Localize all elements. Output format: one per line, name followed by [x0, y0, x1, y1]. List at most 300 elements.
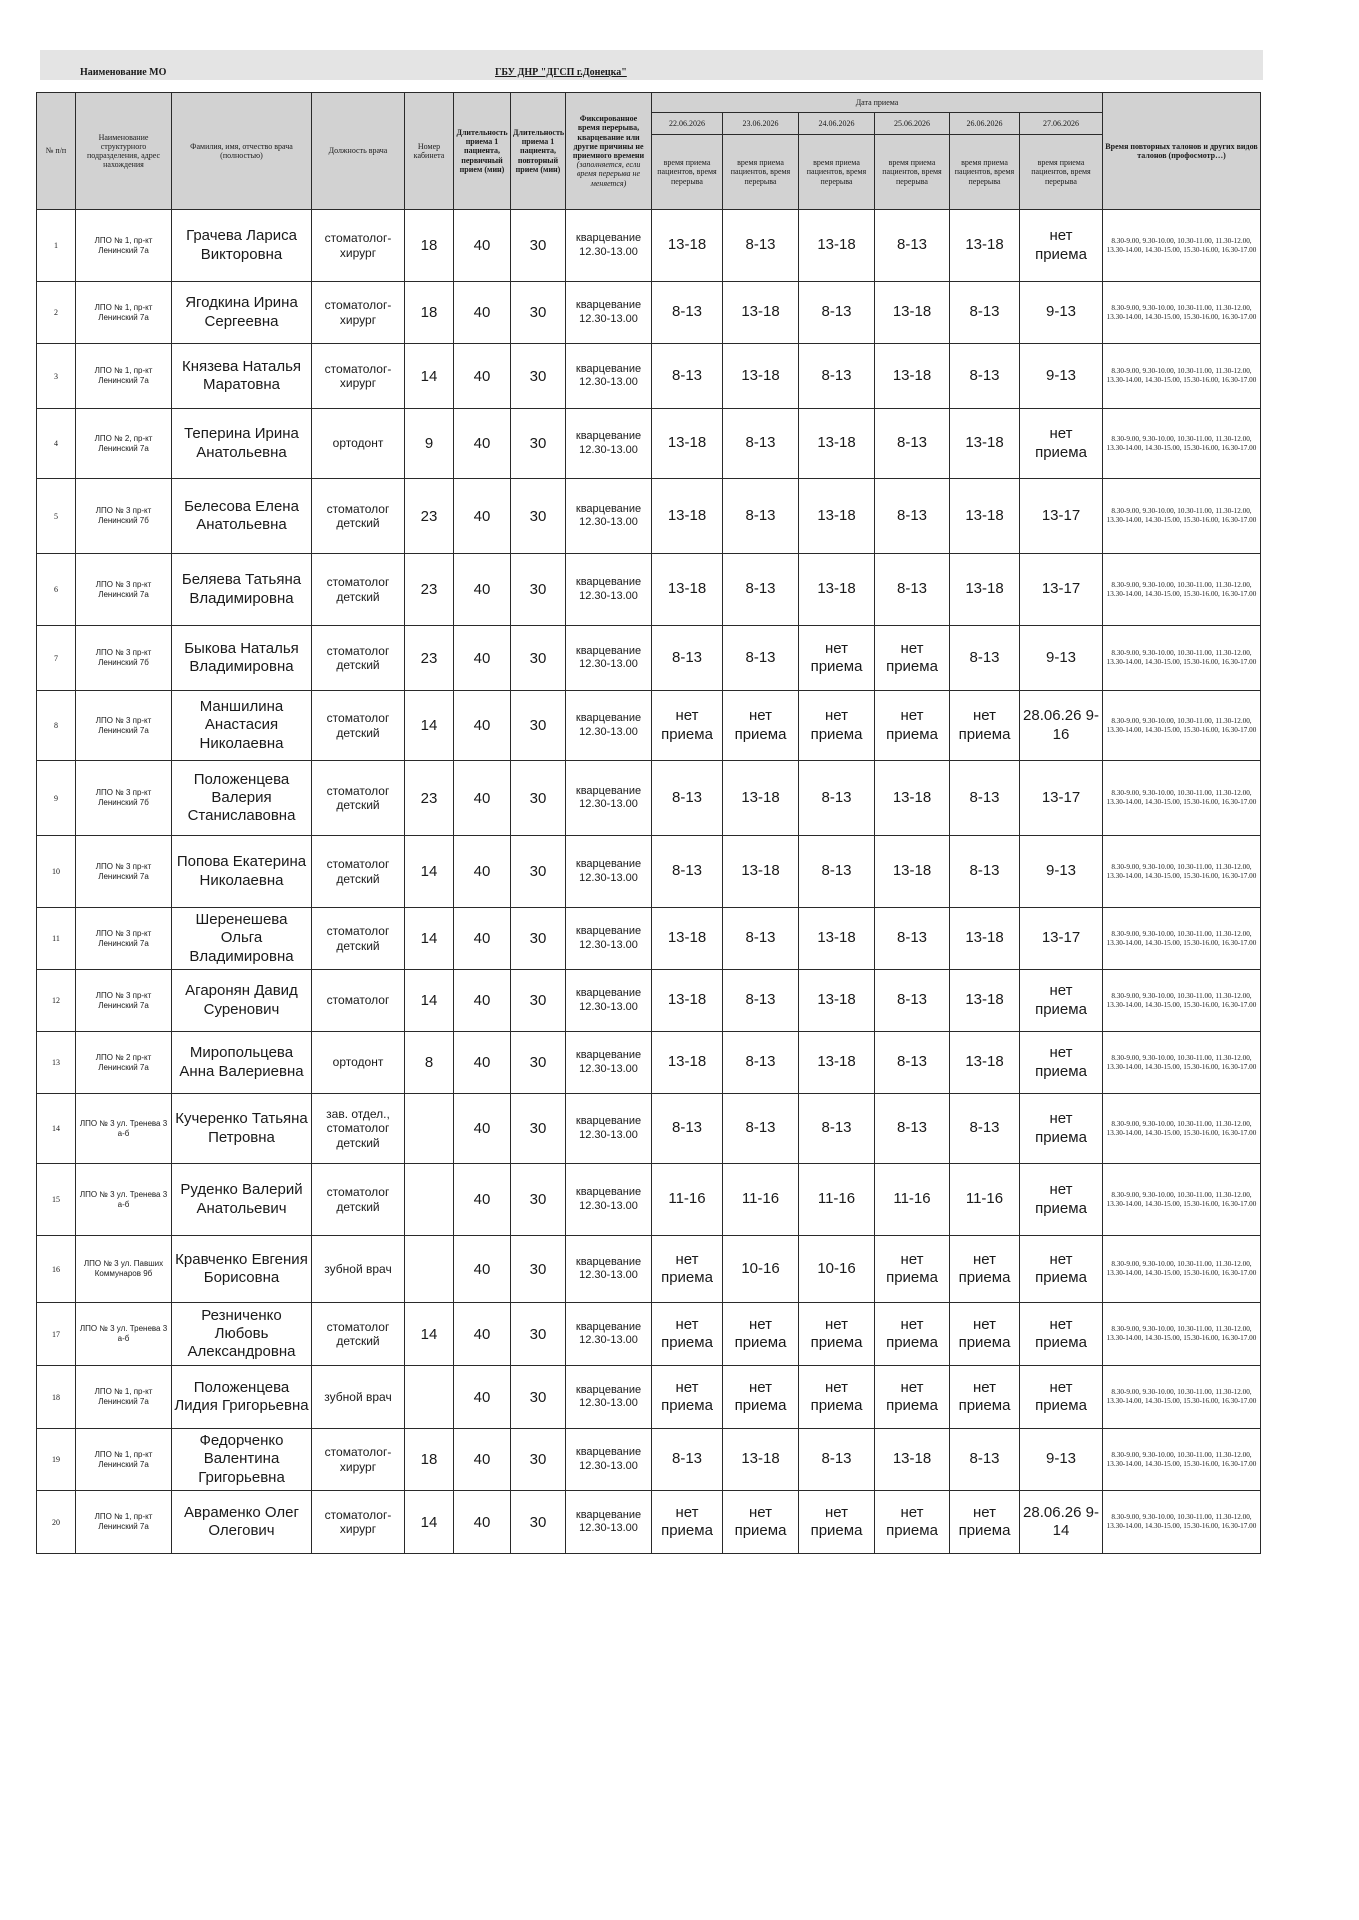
break-cell: кварцевание 12.30-13.00 — [566, 344, 652, 409]
date-subheader: время приема пациентов, время перерыва — [1020, 135, 1103, 210]
cabinet-number: 9 — [405, 409, 454, 479]
repeat-duration: 30 — [511, 1094, 566, 1164]
repeat-talons-cell: 8.30-9.00, 9.30-10.00, 10.30-11.00, 11.30-12.00, 13.30-14.00, 14.30-15.00, 15.30-16.00, 16.30-17.00 — [1103, 1032, 1261, 1094]
position-cell: зав. отдел., стоматолог детский — [312, 1094, 405, 1164]
break-cell: кварцевание 12.30-13.00 — [566, 836, 652, 908]
repeat-talons-cell: 8.30-9.00, 9.30-10.00, 10.30-11.00, 11.30-12.00, 13.30-14.00, 14.30-15.00, 15.30-16.00, 16.30-17.00 — [1103, 1366, 1261, 1429]
table-row — [37, 554, 1261, 626]
day-schedule-cell: 8-13 — [799, 836, 875, 908]
day-schedule-cell: нет приема — [1020, 1236, 1103, 1303]
row-number: 1 — [37, 210, 76, 282]
repeat-talons-cell: 8.30-9.00, 9.30-10.00, 10.30-11.00, 11.30-12.00, 13.30-14.00, 14.30-15.00, 15.30-16.00, 16.30-17.00 — [1103, 344, 1261, 409]
row-number: 10 — [37, 836, 76, 908]
day-schedule-cell: нет приема — [799, 1303, 875, 1366]
cabinet-number — [405, 1094, 454, 1164]
day-schedule-cell: 13-18 — [799, 479, 875, 554]
department-cell: ЛПО № 3 ул. Тренева 3 а-б — [76, 1164, 172, 1236]
day-schedule-cell: 11-16 — [652, 1164, 723, 1236]
col-num-header: № п/п — [37, 93, 76, 210]
department-cell: ЛПО № 1, пр-кт Ленинский 7а — [76, 1429, 172, 1491]
day-schedule-cell: 13-18 — [723, 282, 799, 344]
date-subheader: время приема пациентов, время перерыва — [652, 135, 723, 210]
day-schedule-cell: 13-18 — [723, 761, 799, 836]
col-position-header: Должность врача — [312, 93, 405, 210]
repeat-talons-cell: 8.30-9.00, 9.30-10.00, 10.30-11.00, 11.30-12.00, 13.30-14.00, 14.30-15.00, 15.30-16.00, 16.30-17.00 — [1103, 761, 1261, 836]
row-number: 6 — [37, 554, 76, 626]
day-schedule-cell: нет приема — [1020, 970, 1103, 1032]
dates-group-header: Дата приема — [652, 93, 1103, 113]
mo-label: Наименование МО — [80, 67, 167, 78]
repeat-duration: 30 — [511, 970, 566, 1032]
cabinet-number: 14 — [405, 1491, 454, 1554]
doctor-name: Быкова Наталья Владимировна — [172, 626, 312, 691]
repeat-talons-cell: 8.30-9.00, 9.30-10.00, 10.30-11.00, 11.30-12.00, 13.30-14.00, 14.30-15.00, 15.30-16.00, 16.30-17.00 — [1103, 409, 1261, 479]
repeat-talons-cell: 8.30-9.00, 9.30-10.00, 10.30-11.00, 11.30-12.00, 13.30-14.00, 14.30-15.00, 15.30-16.00, 16.30-17.00 — [1103, 1094, 1261, 1164]
col-repeat-talons-header: Время повторных талонов и других видов талонов (профосмотр…) — [1103, 93, 1261, 210]
break-cell: кварцевание 12.30-13.00 — [566, 626, 652, 691]
day-schedule-cell: 10-16 — [723, 1236, 799, 1303]
department-cell: ЛПО № 1, пр-кт Ленинский 7а — [76, 282, 172, 344]
doctor-name: Агаронян Давид Суренович — [172, 970, 312, 1032]
break-cell: кварцевание 12.30-13.00 — [566, 1366, 652, 1429]
department-cell: ЛПО № 3 пр-кт Ленинский 7а — [76, 554, 172, 626]
cabinet-number — [405, 1164, 454, 1236]
row-number: 15 — [37, 1164, 76, 1236]
doctor-name: Грачева Лариса Викторовна — [172, 210, 312, 282]
day-schedule-cell: 8-13 — [723, 479, 799, 554]
col-name-header: Фамилия, имя, отчество врача (полностью) — [172, 93, 312, 210]
department-cell: ЛПО № 3 пр-кт Ленинский 7а — [76, 691, 172, 761]
break-cell: кварцевание 12.30-13.00 — [566, 1491, 652, 1554]
day-schedule-cell: нет приема — [1020, 1303, 1103, 1366]
day-schedule-cell: 8-13 — [799, 1094, 875, 1164]
department-cell: ЛПО № 1, пр-кт Ленинский 7а — [76, 344, 172, 409]
day-schedule-cell: 11-16 — [950, 1164, 1020, 1236]
day-schedule-cell: 8-13 — [652, 836, 723, 908]
repeat-duration: 30 — [511, 1491, 566, 1554]
day-schedule-cell: 8-13 — [799, 344, 875, 409]
day-schedule-cell: нет приема — [799, 691, 875, 761]
doctor-name: Федорченко Валентина Григорьевна — [172, 1429, 312, 1491]
break-cell: кварцевание 12.30-13.00 — [566, 210, 652, 282]
day-schedule-cell: 8-13 — [950, 626, 1020, 691]
day-schedule-cell: 13-18 — [875, 1429, 950, 1491]
day-schedule-cell: 8-13 — [652, 282, 723, 344]
row-number: 19 — [37, 1429, 76, 1491]
repeat-duration: 30 — [511, 1429, 566, 1491]
day-schedule-cell: 13-18 — [875, 836, 950, 908]
cabinet-number: 14 — [405, 344, 454, 409]
day-schedule-cell: 9-13 — [1020, 1429, 1103, 1491]
primary-duration: 40 — [454, 836, 511, 908]
row-number: 5 — [37, 479, 76, 554]
day-schedule-cell: 8-13 — [875, 1094, 950, 1164]
day-schedule-cell: 8-13 — [950, 282, 1020, 344]
day-schedule-cell: 8-13 — [723, 626, 799, 691]
day-schedule-cell: нет приема — [652, 691, 723, 761]
day-schedule-cell: 13-18 — [950, 210, 1020, 282]
table-row — [37, 282, 1261, 344]
cabinet-number: 23 — [405, 554, 454, 626]
break-cell: кварцевание 12.30-13.00 — [566, 1236, 652, 1303]
primary-duration: 40 — [454, 1236, 511, 1303]
day-schedule-cell: нет приема — [875, 1366, 950, 1429]
repeat-talons-cell: 8.30-9.00, 9.30-10.00, 10.30-11.00, 11.30-12.00, 13.30-14.00, 14.30-15.00, 15.30-16.00, 16.30-17.00 — [1103, 479, 1261, 554]
day-schedule-cell: 9-13 — [1020, 282, 1103, 344]
mo-name: ГБУ ДНР "ДГСП г.Донецка" — [495, 67, 627, 78]
position-cell: стоматолог детский — [312, 1303, 405, 1366]
row-number: 12 — [37, 970, 76, 1032]
department-cell: ЛПО № 3 ул. Павших Коммунаров 9б — [76, 1236, 172, 1303]
cabinet-number: 14 — [405, 836, 454, 908]
repeat-duration: 30 — [511, 1366, 566, 1429]
day-schedule-cell: 8-13 — [950, 761, 1020, 836]
day-schedule-cell: 8-13 — [723, 409, 799, 479]
primary-duration: 40 — [454, 1491, 511, 1554]
day-schedule-cell: 13-18 — [799, 908, 875, 970]
day-schedule-cell: 8-13 — [799, 1429, 875, 1491]
position-cell: стоматолог-хирург — [312, 210, 405, 282]
break-cell: кварцевание 12.30-13.00 — [566, 409, 652, 479]
row-number: 7 — [37, 626, 76, 691]
day-schedule-cell: 8-13 — [652, 344, 723, 409]
day-schedule-cell: 11-16 — [799, 1164, 875, 1236]
day-schedule-cell: нет приема — [652, 1366, 723, 1429]
doctor-name: Положенцева Лидия Григорьевна — [172, 1366, 312, 1429]
day-schedule-cell: 8-13 — [950, 836, 1020, 908]
schedule-table — [36, 92, 1261, 1554]
position-cell: стоматолог детский — [312, 836, 405, 908]
day-schedule-cell: 13-18 — [950, 908, 1020, 970]
repeat-talons-cell: 8.30-9.00, 9.30-10.00, 10.30-11.00, 11.30-12.00, 13.30-14.00, 14.30-15.00, 15.30-16.00, 16.30-17.00 — [1103, 1491, 1261, 1554]
day-schedule-cell: 8-13 — [723, 970, 799, 1032]
table-row — [37, 479, 1261, 554]
day-schedule-cell: 13-17 — [1020, 554, 1103, 626]
day-schedule-cell: 13-18 — [652, 479, 723, 554]
primary-duration: 40 — [454, 970, 511, 1032]
doctor-name: Белесова Елена Анатольевна — [172, 479, 312, 554]
day-schedule-cell: 8-13 — [875, 908, 950, 970]
department-cell: ЛПО № 3 ул. Тренева 3 а-б — [76, 1094, 172, 1164]
day-schedule-cell: 13-18 — [799, 409, 875, 479]
day-schedule-cell: нет приема — [652, 1236, 723, 1303]
row-number: 2 — [37, 282, 76, 344]
day-schedule-cell: нет приема — [875, 1303, 950, 1366]
cabinet-number: 18 — [405, 210, 454, 282]
doctor-name: Теперина Ирина Анатольевна — [172, 409, 312, 479]
day-schedule-cell: 8-13 — [652, 761, 723, 836]
position-cell: стоматолог-хирург — [312, 1429, 405, 1491]
date-header: 23.06.2026 — [723, 113, 799, 135]
day-schedule-cell: 13-18 — [723, 344, 799, 409]
repeat-duration: 30 — [511, 409, 566, 479]
repeat-talons-cell: 8.30-9.00, 9.30-10.00, 10.30-11.00, 11.30-12.00, 13.30-14.00, 14.30-15.00, 15.30-16.00, 16.30-17.00 — [1103, 1303, 1261, 1366]
department-cell: ЛПО № 2, пр-кт Ленинский 7а — [76, 409, 172, 479]
primary-duration: 40 — [454, 210, 511, 282]
day-schedule-cell: 13-18 — [799, 970, 875, 1032]
fixed-break-label: Фиксированное время перерыва, кварцевание или другие причины не приемного времени — [572, 114, 645, 160]
primary-duration: 40 — [454, 1032, 511, 1094]
day-schedule-cell: 13-18 — [652, 554, 723, 626]
cabinet-number: 14 — [405, 691, 454, 761]
primary-duration: 40 — [454, 1164, 511, 1236]
day-schedule-cell: нет приема — [950, 1491, 1020, 1554]
day-schedule-cell: 11-16 — [723, 1164, 799, 1236]
row-number: 4 — [37, 409, 76, 479]
department-cell: ЛПО № 1, пр-кт Ленинский 7а — [76, 1366, 172, 1429]
repeat-talons-cell: 8.30-9.00, 9.30-10.00, 10.30-11.00, 11.30-12.00, 13.30-14.00, 14.30-15.00, 15.30-16.00, 16.30-17.00 — [1103, 1164, 1261, 1236]
cabinet-number — [405, 1366, 454, 1429]
cabinet-number: 14 — [405, 908, 454, 970]
day-schedule-cell: нет приема — [950, 691, 1020, 761]
day-schedule-cell: нет приема — [1020, 1032, 1103, 1094]
day-schedule-cell: нет приема — [875, 1491, 950, 1554]
day-schedule-cell: 13-17 — [1020, 908, 1103, 970]
day-schedule-cell: 8-13 — [723, 908, 799, 970]
col-cabinet-header: Номер кабинета — [405, 93, 454, 210]
day-schedule-cell: нет приема — [723, 1366, 799, 1429]
day-schedule-cell: нет приема — [799, 626, 875, 691]
day-schedule-cell: нет приема — [950, 1236, 1020, 1303]
table-row — [37, 908, 1261, 970]
row-number: 9 — [37, 761, 76, 836]
cabinet-number: 23 — [405, 479, 454, 554]
repeat-talons-cell: 8.30-9.00, 9.30-10.00, 10.30-11.00, 11.30-12.00, 13.30-14.00, 14.30-15.00, 15.30-16.00, 16.30-17.00 — [1103, 836, 1261, 908]
day-schedule-cell: 28.06.26 9-14 — [1020, 1491, 1103, 1554]
day-schedule-cell: нет приема — [950, 1366, 1020, 1429]
table-row — [37, 1491, 1261, 1554]
break-cell: кварцевание 12.30-13.00 — [566, 479, 652, 554]
date-subheader: время приема пациентов, время перерыва — [799, 135, 875, 210]
day-schedule-cell: 8-13 — [723, 1094, 799, 1164]
table-row — [37, 836, 1261, 908]
repeat-talons-cell: 8.30-9.00, 9.30-10.00, 10.30-11.00, 11.30-12.00, 13.30-14.00, 14.30-15.00, 15.30-16.00, 16.30-17.00 — [1103, 1429, 1261, 1491]
day-schedule-cell: нет приема — [1020, 1366, 1103, 1429]
table-row — [37, 409, 1261, 479]
day-schedule-cell: 13-18 — [652, 970, 723, 1032]
repeat-talons-cell: 8.30-9.00, 9.30-10.00, 10.30-11.00, 11.30-12.00, 13.30-14.00, 14.30-15.00, 15.30-16.00, 16.30-17.00 — [1103, 210, 1261, 282]
table-row — [37, 1032, 1261, 1094]
row-number: 11 — [37, 908, 76, 970]
primary-duration: 40 — [454, 1366, 511, 1429]
day-schedule-cell: 13-18 — [875, 344, 950, 409]
repeat-talons-cell: 8.30-9.00, 9.30-10.00, 10.30-11.00, 11.30-12.00, 13.30-14.00, 14.30-15.00, 15.30-16.00, 16.30-17.00 — [1103, 908, 1261, 970]
day-schedule-cell: 8-13 — [950, 1094, 1020, 1164]
day-schedule-cell: 13-17 — [1020, 761, 1103, 836]
row-number: 18 — [37, 1366, 76, 1429]
row-number: 14 — [37, 1094, 76, 1164]
day-schedule-cell: 8-13 — [875, 409, 950, 479]
day-schedule-cell: нет приема — [950, 1303, 1020, 1366]
repeat-talons-cell: 8.30-9.00, 9.30-10.00, 10.30-11.00, 11.30-12.00, 13.30-14.00, 14.30-15.00, 15.30-16.00, 16.30-17.00 — [1103, 282, 1261, 344]
break-cell: кварцевание 12.30-13.00 — [566, 1303, 652, 1366]
break-cell: кварцевание 12.30-13.00 — [566, 1429, 652, 1491]
department-cell: ЛПО № 3 пр-кт Ленинский 7а — [76, 970, 172, 1032]
break-cell: кварцевание 12.30-13.00 — [566, 908, 652, 970]
repeat-duration: 30 — [511, 626, 566, 691]
date-header: 27.06.2026 — [1020, 113, 1103, 135]
day-schedule-cell: нет приема — [723, 1303, 799, 1366]
repeat-duration: 30 — [511, 836, 566, 908]
break-cell: кварцевание 12.30-13.00 — [566, 282, 652, 344]
day-schedule-cell: 13-18 — [799, 554, 875, 626]
col-fixed-break-header — [566, 93, 652, 210]
day-schedule-cell: 13-18 — [950, 1032, 1020, 1094]
department-cell: ЛПО № 3 ул. Тренева 3 а-б — [76, 1303, 172, 1366]
day-schedule-cell: нет приема — [875, 1236, 950, 1303]
repeat-talons-cell: 8.30-9.00, 9.30-10.00, 10.30-11.00, 11.30-12.00, 13.30-14.00, 14.30-15.00, 15.30-16.00, 16.30-17.00 — [1103, 691, 1261, 761]
day-schedule-cell: 13-18 — [950, 479, 1020, 554]
date-header: 24.06.2026 — [799, 113, 875, 135]
cabinet-number: 18 — [405, 1429, 454, 1491]
cabinet-number: 18 — [405, 282, 454, 344]
date-header: 25.06.2026 — [875, 113, 950, 135]
repeat-duration: 30 — [511, 691, 566, 761]
day-schedule-cell: 8-13 — [875, 1032, 950, 1094]
day-schedule-cell: 8-13 — [652, 1094, 723, 1164]
day-schedule-cell: 9-13 — [1020, 626, 1103, 691]
day-schedule-cell: 10-16 — [799, 1236, 875, 1303]
position-cell: стоматолог детский — [312, 626, 405, 691]
repeat-talons-cell: 8.30-9.00, 9.30-10.00, 10.30-11.00, 11.30-12.00, 13.30-14.00, 14.30-15.00, 15.30-16.00, 16.30-17.00 — [1103, 554, 1261, 626]
primary-duration: 40 — [454, 479, 511, 554]
date-header: 26.06.2026 — [950, 113, 1020, 135]
primary-duration: 40 — [454, 1429, 511, 1491]
day-schedule-cell: 8-13 — [723, 554, 799, 626]
cabinet-number: 8 — [405, 1032, 454, 1094]
date-header: 22.06.2026 — [652, 113, 723, 135]
doctor-name: Кучеренко Татьяна Петровна — [172, 1094, 312, 1164]
day-schedule-cell: 8-13 — [875, 479, 950, 554]
repeat-duration: 30 — [511, 761, 566, 836]
row-number: 13 — [37, 1032, 76, 1094]
repeat-talons-cell: 8.30-9.00, 9.30-10.00, 10.30-11.00, 11.30-12.00, 13.30-14.00, 14.30-15.00, 15.30-16.00, 16.30-17.00 — [1103, 970, 1261, 1032]
day-schedule-cell: 13-18 — [799, 210, 875, 282]
repeat-duration: 30 — [511, 282, 566, 344]
break-cell: кварцевание 12.30-13.00 — [566, 970, 652, 1032]
break-cell: кварцевание 12.30-13.00 — [566, 1032, 652, 1094]
fixed-break-note: (заполняется, если время перерыва не меняется) — [576, 160, 641, 188]
table-row — [37, 1236, 1261, 1303]
day-schedule-cell: 8-13 — [652, 626, 723, 691]
day-schedule-cell: 8-13 — [799, 761, 875, 836]
col-dept-header: Наименование структурного подразделения, адрес нахождения — [76, 93, 172, 210]
department-cell: ЛПО № 3 пр-кт Ленинский 7а — [76, 908, 172, 970]
primary-duration: 40 — [454, 691, 511, 761]
department-cell: ЛПО № 3 пр-кт Ленинский 7б — [76, 626, 172, 691]
doctor-name: Авраменко Олег Олегович — [172, 1491, 312, 1554]
table-row — [37, 210, 1261, 282]
day-schedule-cell: 8-13 — [799, 282, 875, 344]
position-cell: зубной врач — [312, 1366, 405, 1429]
day-schedule-cell: 13-18 — [950, 409, 1020, 479]
schedule-body — [37, 210, 1261, 1554]
primary-duration: 40 — [454, 409, 511, 479]
table-row — [37, 1366, 1261, 1429]
department-cell: ЛПО № 1, пр-кт Ленинский 7а — [76, 1491, 172, 1554]
position-cell: стоматолог детский — [312, 554, 405, 626]
day-schedule-cell: 13-18 — [652, 210, 723, 282]
day-schedule-cell: 9-13 — [1020, 836, 1103, 908]
primary-duration: 40 — [454, 1094, 511, 1164]
repeat-duration: 30 — [511, 1032, 566, 1094]
day-schedule-cell: нет приема — [1020, 409, 1103, 479]
doctor-name: Попова Екатерина Николаевна — [172, 836, 312, 908]
day-schedule-cell: нет приема — [652, 1491, 723, 1554]
repeat-duration: 30 — [511, 908, 566, 970]
day-schedule-cell: 8-13 — [875, 210, 950, 282]
day-schedule-cell: 8-13 — [875, 970, 950, 1032]
date-subheader: время приема пациентов, время перерыва — [950, 135, 1020, 210]
day-schedule-cell: 8-13 — [723, 1032, 799, 1094]
primary-duration: 40 — [454, 554, 511, 626]
date-subheader: время приема пациентов, время перерыва — [875, 135, 950, 210]
doctor-name: Миропольцева Анна Валериевна — [172, 1032, 312, 1094]
position-cell: стоматолог-хирург — [312, 282, 405, 344]
day-schedule-cell: 13-18 — [723, 1429, 799, 1491]
day-schedule-cell: 13-18 — [875, 282, 950, 344]
cabinet-number: 14 — [405, 970, 454, 1032]
department-cell: ЛПО № 3 пр-кт Ленинский 7а — [76, 836, 172, 908]
break-cell: кварцевание 12.30-13.00 — [566, 1094, 652, 1164]
day-schedule-cell: 13-18 — [652, 908, 723, 970]
col-repeat-duration-header: Длительность приема 1 пациента, повторный прием (мин) — [511, 93, 566, 210]
department-cell: ЛПО № 3 пр-кт Ленинский 7б — [76, 761, 172, 836]
cabinet-number: 23 — [405, 626, 454, 691]
department-cell: ЛПО № 3 пр-кт Ленинский 7б — [76, 479, 172, 554]
repeat-duration: 30 — [511, 344, 566, 409]
day-schedule-cell: 13-18 — [875, 761, 950, 836]
row-number: 17 — [37, 1303, 76, 1366]
day-schedule-cell: 13-18 — [950, 554, 1020, 626]
day-schedule-cell: нет приема — [799, 1491, 875, 1554]
doctor-name: Резниченко Любовь Александровна — [172, 1303, 312, 1366]
day-schedule-cell: 8-13 — [652, 1429, 723, 1491]
row-number: 3 — [37, 344, 76, 409]
doctor-name: Кравченко Евгения Борисовна — [172, 1236, 312, 1303]
table-row — [37, 1164, 1261, 1236]
break-cell: кварцевание 12.30-13.00 — [566, 554, 652, 626]
primary-duration: 40 — [454, 761, 511, 836]
cabinet-number — [405, 1236, 454, 1303]
day-schedule-cell: 13-17 — [1020, 479, 1103, 554]
day-schedule-cell: 13-18 — [723, 836, 799, 908]
day-schedule-cell: 13-18 — [950, 970, 1020, 1032]
day-schedule-cell: 8-13 — [723, 210, 799, 282]
col-primary-header: Длительность приема 1 пациента, первичный прием (мин) — [454, 93, 511, 210]
day-schedule-cell: нет приема — [652, 1303, 723, 1366]
position-cell: стоматолог — [312, 970, 405, 1032]
position-cell: стоматолог детский — [312, 479, 405, 554]
position-cell: стоматолог-хирург — [312, 1491, 405, 1554]
day-schedule-cell: 28.06.26 9-16 — [1020, 691, 1103, 761]
table-row — [37, 970, 1261, 1032]
day-schedule-cell: 9-13 — [1020, 344, 1103, 409]
repeat-talons-cell: 8.30-9.00, 9.30-10.00, 10.30-11.00, 11.30-12.00, 13.30-14.00, 14.30-15.00, 15.30-16.00, 16.30-17.00 — [1103, 1236, 1261, 1303]
repeat-duration: 30 — [511, 1164, 566, 1236]
position-cell: стоматолог-хирург — [312, 344, 405, 409]
doctor-name: Руденко Валерий Анатольевич — [172, 1164, 312, 1236]
row-number: 20 — [37, 1491, 76, 1554]
department-cell: ЛПО № 1, пр-кт Ленинский 7а — [76, 210, 172, 282]
repeat-duration: 30 — [511, 1236, 566, 1303]
position-cell: стоматолог детский — [312, 761, 405, 836]
day-schedule-cell: 8-13 — [950, 344, 1020, 409]
doctor-name: Беляева Татьяна Владимировна — [172, 554, 312, 626]
day-schedule-cell: нет приема — [723, 1491, 799, 1554]
day-schedule-cell: нет приема — [1020, 210, 1103, 282]
row-number: 8 — [37, 691, 76, 761]
